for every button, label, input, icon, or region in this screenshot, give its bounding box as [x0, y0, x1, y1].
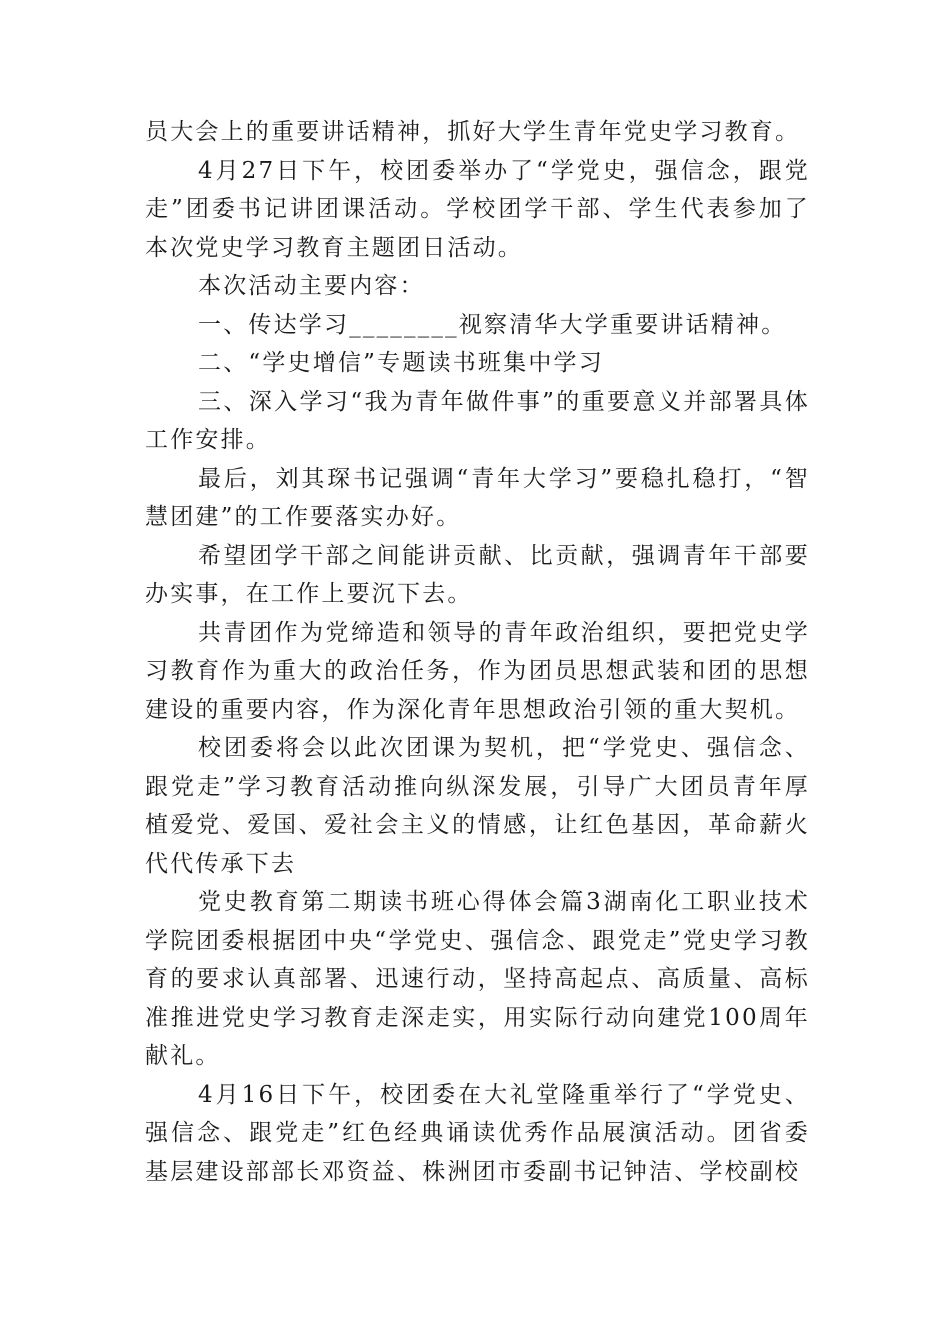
paragraph-event-0427: 4月27日下午，校团委举办了“学党史，强信念，跟党走”团委书记讲团课活动。学校团学干部、学生代表参加了本次党史学习教育主题团日活动。: [145, 157, 810, 261]
paragraph-youth-league: 共青团作为党缔造和领导的青年政治组织，要把党史学习教育作为重大的政治任务，作为团员思想武装和团的思想建设的重要内容，作为深化青年思想政治引领的重大契机。: [145, 619, 810, 723]
paragraph-item-1: 一、传达学习________视察清华大学重要讲话精神。: [198, 311, 787, 338]
paragraph-item-3: 三、深入学习“我为青年做件事”的重要意义并部署具体工作安排。: [145, 388, 810, 453]
paragraph-article-3: 党史教育第二期读书班心得体会篇3湖南化工职业技术学院团委根据团中央“学党史、强信念、跟党走”党史学习教育的要求认真部署、迅速行动，坚持高起点、高质量、高标准推进党史学习教育走深走实，用实际行动向建党100周年献礼。: [145, 889, 810, 1069]
paragraph-committee-plan: 校团委将会以此次团课为契机，把“学党史、强信念、跟党走”学习教育活动推向纵深发展，引导广大团员青年厚植爱党、爱国、爱社会主义的情感，让红色基因，革命薪火代代传承下去: [145, 735, 810, 877]
paragraph-closing-remarks: 最后，刘其琛书记强调“青年大学习”要稳扎稳打，“智慧团建”的工作要落实办好。: [145, 465, 810, 530]
paragraph-content-heading: 本次活动主要内容：: [198, 273, 425, 299]
document-body: [145, 113, 810, 1191]
paragraph-item-2: 二、“学史增信”专题读书班集中学习: [198, 350, 604, 376]
paragraph-continuation: 员大会上的重要讲话精神，抓好大学生青年党史学习教育。: [145, 119, 801, 145]
paragraph-event-0416: 4月16日下午，校团委在大礼堂隆重举行了“学党史、强信念、跟党走”红色经典诵读优秀作品展演活动。团省委基层建设部部长邓资益、株洲团市委副书记钟洁、学校副校: [145, 1081, 810, 1185]
paragraph-hope: 希望团学干部之间能讲贡献、比贡献，强调青年干部要办实事，在工作上要沉下去。: [145, 542, 810, 607]
